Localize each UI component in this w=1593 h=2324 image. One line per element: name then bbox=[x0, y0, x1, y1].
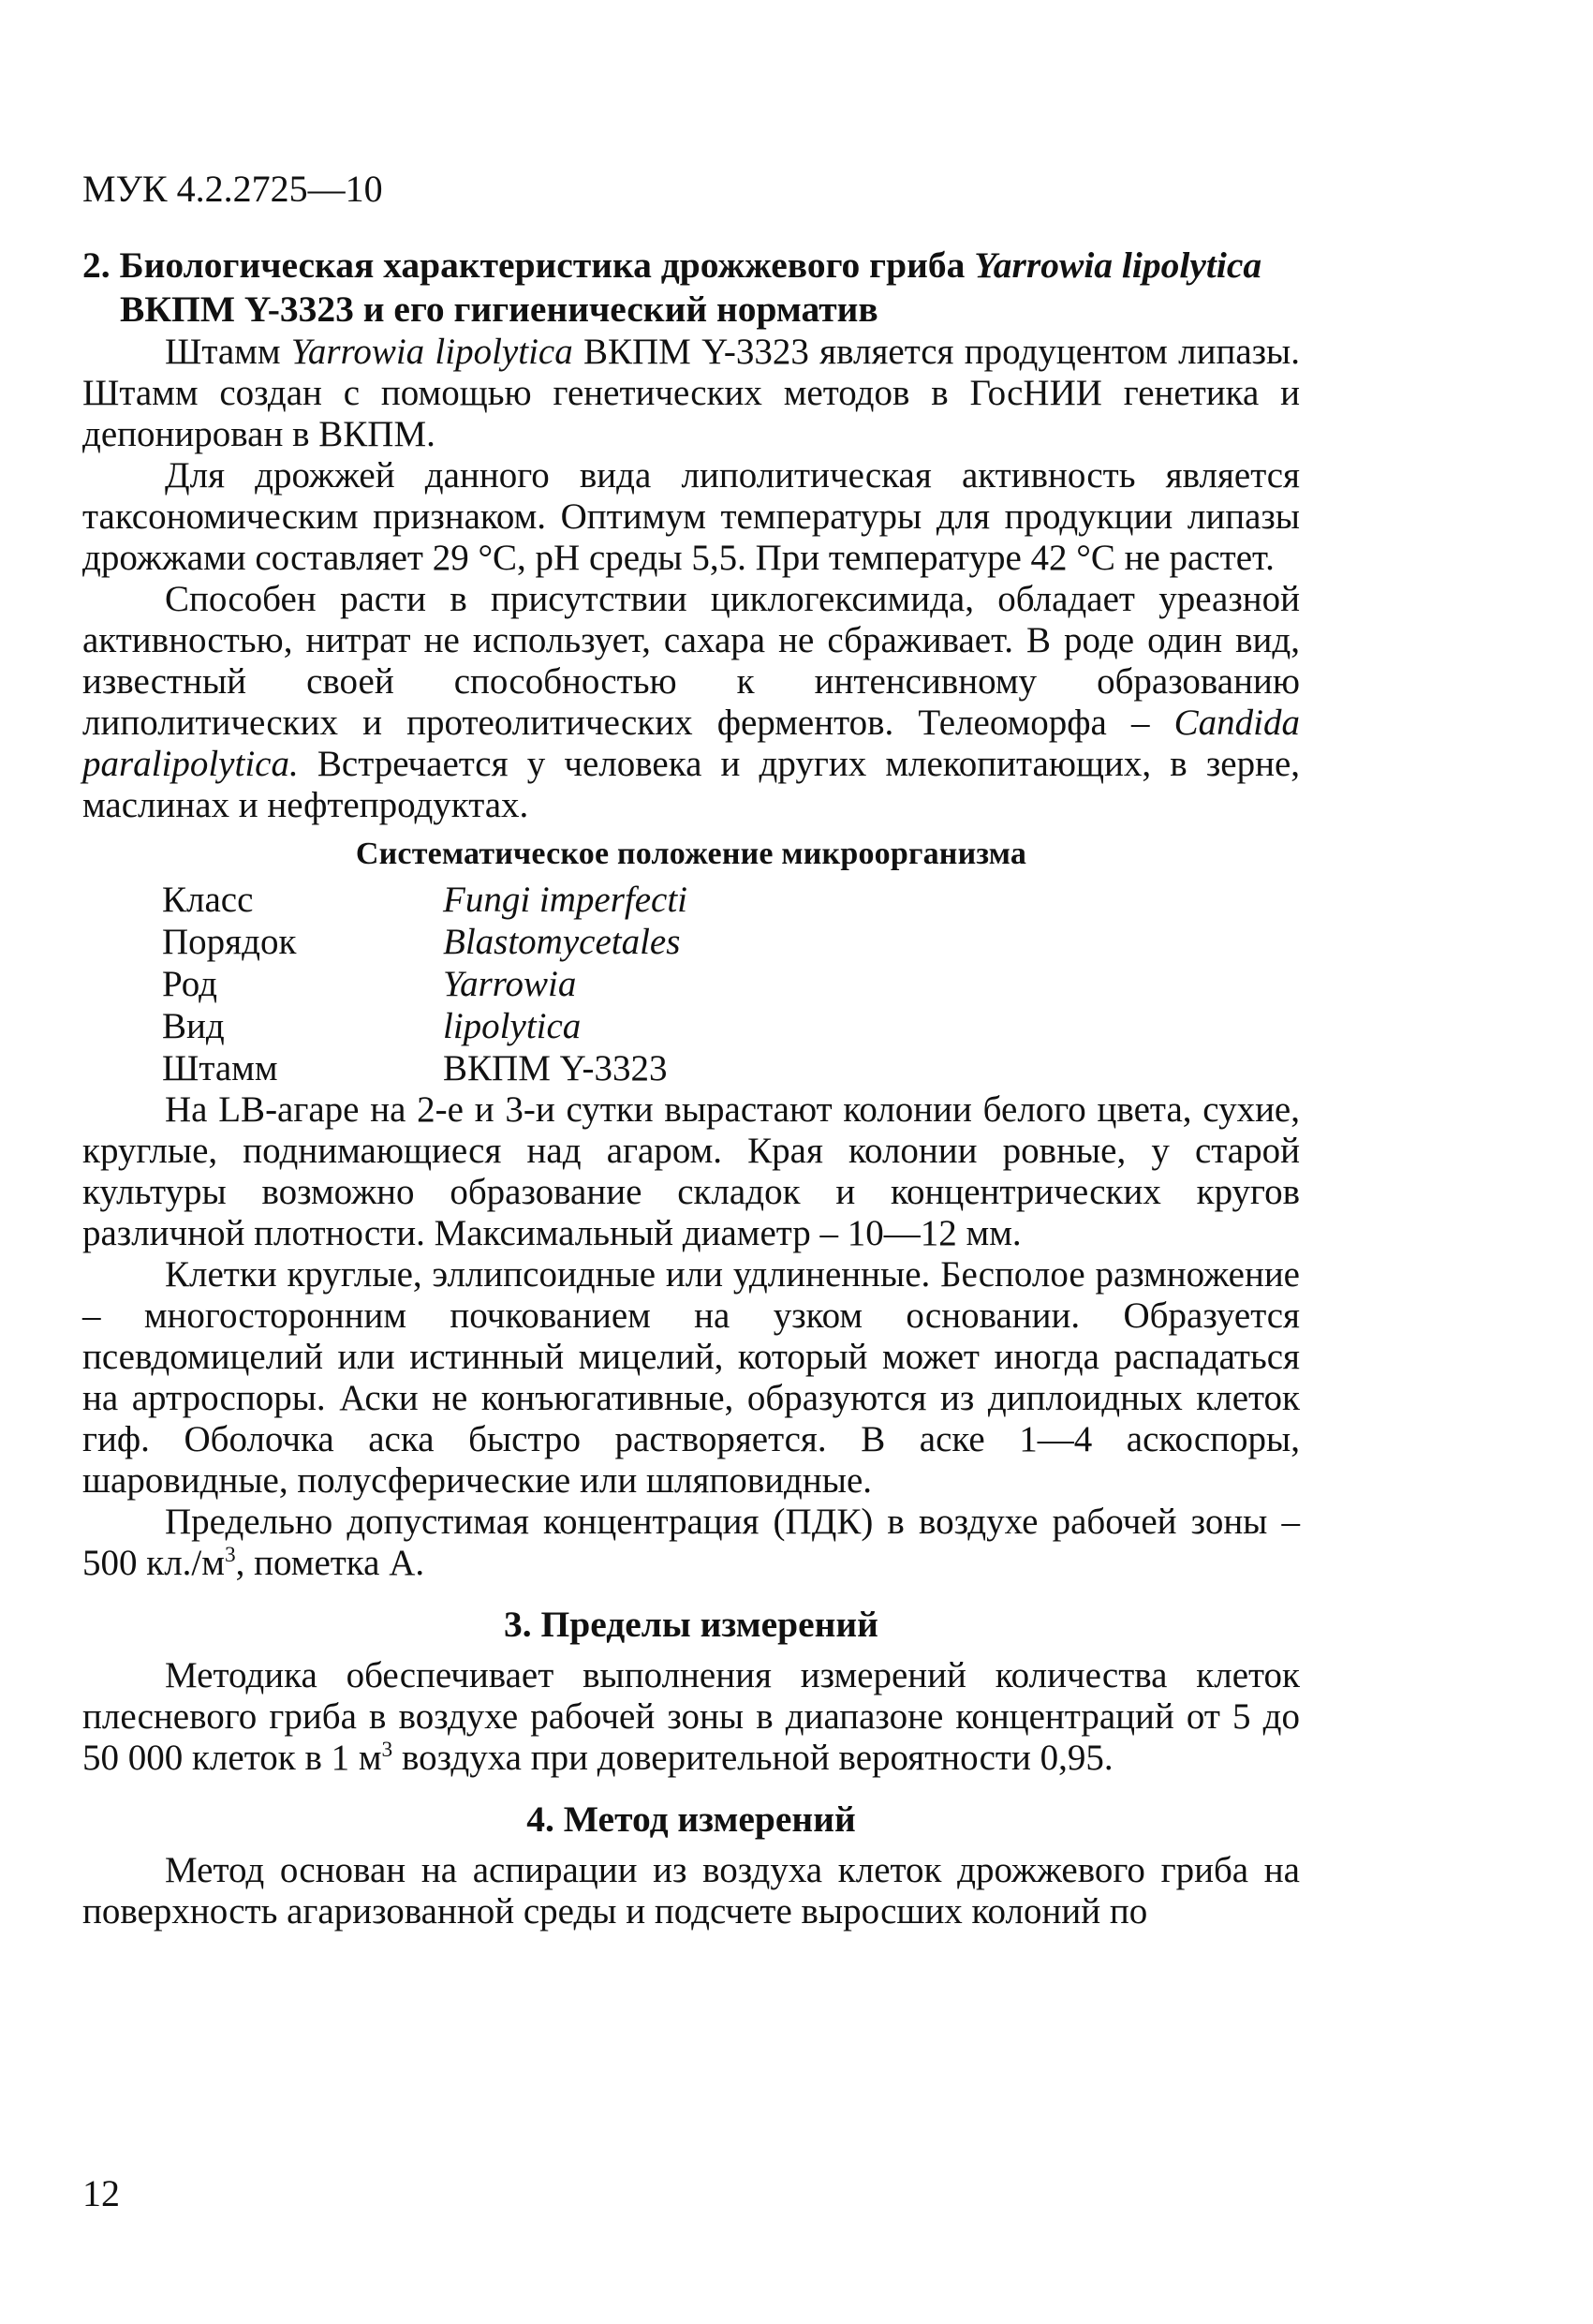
taxonomy-value: lipolytica bbox=[443, 1006, 582, 1046]
taxonomy-title: Систематическое положение микроорганизма bbox=[355, 836, 1027, 871]
section-4-title: 4. Метод измерений bbox=[526, 1799, 856, 1840]
paragraph: Для дрожжей данного вида липолитическая активность является таксономическим признаком. Оптимум температуры для продукции липазы дрожжами составляет 29 °C, pH среды 5,5. При температуре 42 °C не растет. bbox=[82, 455, 1300, 578]
taxonomy-row bbox=[162, 1047, 1300, 1089]
taxonomy-value: Fungi imperfecti bbox=[443, 880, 688, 920]
paragraph: Предельно допустимая концентрация (ПДК) в воздухе рабочей зоны – 500 $кл./м^3$, пометка А. bbox=[82, 1502, 1300, 1583]
page-number: 12 bbox=[82, 2172, 120, 2214]
taxonomy-row bbox=[162, 963, 1300, 1005]
document-code: МУК 4.2.2725—10 bbox=[82, 168, 383, 210]
taxonomy-value: Blastomycetales bbox=[443, 922, 681, 962]
paragraph: На LB-агаре на 2-е и 3-и сутки вырастают колонии белого цвета, сухие, круглые, поднимающиеся над агаром. Края колонии ровные, у старой культуры возможно образование складок и концентрических кругов различной плотности. Максимальный диаметр – 10—12 мм. bbox=[82, 1089, 1300, 1253]
taxonomy-row bbox=[162, 879, 1300, 921]
taxonomy-value: Yarrowia bbox=[443, 964, 577, 1004]
taxonomy-label: Вид bbox=[162, 1006, 225, 1046]
taxonomy-label: Порядок bbox=[162, 922, 297, 962]
section-3-title: 3. Пределы измерений bbox=[504, 1604, 878, 1645]
paragraph: Клетки круглые, эллипсоидные или удлиненные. Бесполое размножение – многосторонним почкованием на узком основании. Образуется псевдомицелий или истинный мицелий, который может иногда распадаться на артроспоры. Аски не конъюгативные, образуются из диплоидных клеток гиф. Оболочка аска быстро растворяется. В аске 1—4 аскоспоры, шаровидные, полусферические или шляповидные. bbox=[82, 1254, 1300, 1501]
paragraph: Методика обеспечивает выполнения измерений количества клеток плесневого гриба в воздухе рабочей зоны в диапазоне концентраций от 5 до 50 000 клеток в 1 $м^3$ воздуха при доверительной вероятности 0,95. bbox=[82, 1655, 1300, 1778]
taxonomy-label: Класс bbox=[162, 880, 254, 920]
taxonomy-value: ВКПМ Y-3323 bbox=[443, 1048, 668, 1088]
paragraph: Способен расти в присутствии циклогексимида, обладает уреазной активностью, нитрат не использует, сахара не сбраживает. В роде один вид, известный своей способностью к интенсивному образованию липолитических и протеолитических ферментов. Телеоморфа – Candida paralipolytica. Встречается у человека и других млекопитающих, в зерне, маслинах и нефтепродуктах. bbox=[82, 579, 1300, 825]
taxonomy-table bbox=[162, 879, 1300, 1089]
taxonomy-label: Штамм bbox=[162, 1048, 278, 1088]
section-2-title: 2. Биологическая характеристика дрожжевого гриба Yarrowia lipolytica ВКПМ Y-3323 и его гигиенический норматив bbox=[82, 244, 1262, 330]
paragraph: Метод основан на аспирации из воздуха клеток дрожжевого гриба на поверхность агаризованной среды и подсчете выросших колоний по bbox=[82, 1850, 1300, 1932]
paragraph: Штамм Yarrowia lipolytica ВКПМ Y-3323 является продуцентом липазы. Штамм создан с помощью генетических методов в ГосНИИ генетика и депонирован в ВКПМ. bbox=[82, 332, 1300, 454]
taxonomy-label: Род bbox=[162, 964, 217, 1004]
taxonomy-row bbox=[162, 921, 1300, 963]
document-body bbox=[82, 159, 1300, 1932]
taxonomy-row bbox=[162, 1005, 1300, 1047]
